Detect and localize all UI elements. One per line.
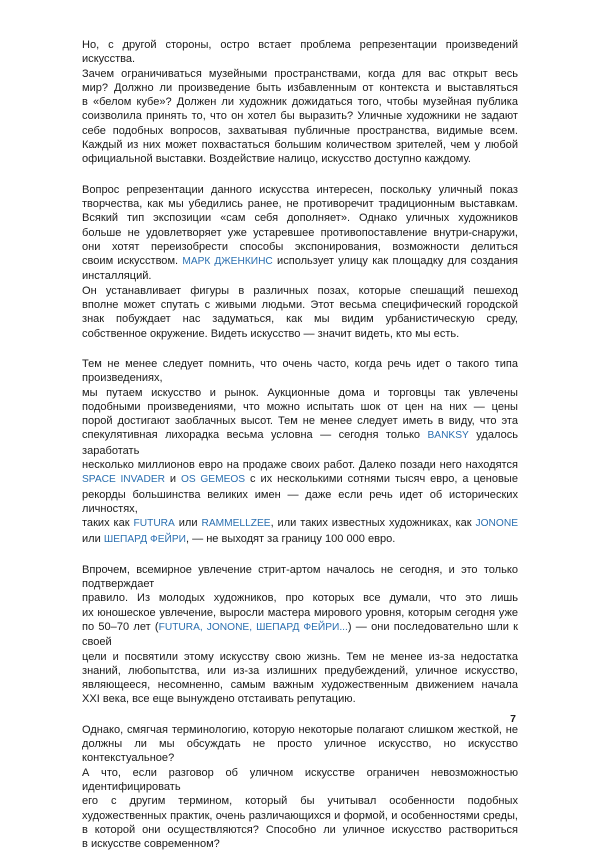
text-line xyxy=(82,428,518,458)
text-run: его с другим термином, который бы учитывал особенности подобных xyxy=(82,795,518,808)
text-run: Каждый из них может похвастаться большим количеством зрителей, чем у любой xyxy=(82,139,518,152)
text-line xyxy=(82,678,518,692)
artist-name: МАРК ДЖЕНКИНС xyxy=(182,256,273,268)
text-line xyxy=(82,823,518,837)
text-run: несколько миллионов евро на продаже своих работ. Далеко позади него находятся xyxy=(82,459,518,472)
text-line xyxy=(82,591,518,605)
text-run: Он устанавливает фигуры в различных позах, которые спешащий пешеход xyxy=(82,284,518,297)
text-run: удалось заработать xyxy=(82,429,518,457)
artist-name: ШЕПАРД ФЕЙРИ xyxy=(103,533,186,545)
paragraph-5 xyxy=(82,723,518,851)
text-line xyxy=(82,312,518,326)
text-run: и xyxy=(164,473,181,486)
text-line xyxy=(82,794,518,808)
text-line xyxy=(82,400,518,414)
text-run: знак побуждает нас задуматься, как мы видим урбанистическую среду, xyxy=(82,313,518,326)
text-run: в искусстве современном? xyxy=(82,838,220,851)
text-run: мы путаем искусство и рынок. Аукционные дома и торговцы так увлечены xyxy=(82,386,518,399)
artist-name: SPACE INVADER xyxy=(82,474,165,486)
artist-name: OS GEMEOS xyxy=(180,474,246,486)
text-run: рекорды большинства великих имен — даже если речь идет об исторических личностях, xyxy=(82,488,518,515)
text-line xyxy=(82,809,518,823)
text-line xyxy=(82,414,518,428)
paragraph-2 xyxy=(82,183,518,341)
text-run: своим искусством. xyxy=(82,255,183,268)
text-run: больше не удовлетворяет уже устаревшее противопоставление внутри-снаружи, xyxy=(82,226,518,239)
text-line xyxy=(82,563,518,592)
text-line xyxy=(82,386,518,400)
text-line xyxy=(82,138,518,152)
text-run: мир? Должно ли произведение быть избавленным от контекста и выставляться xyxy=(82,81,518,94)
text-line xyxy=(82,516,518,531)
artist-name: FUTURA xyxy=(133,518,175,530)
text-run: или xyxy=(174,517,202,530)
text-line xyxy=(82,124,518,138)
text-run: , или таких известных художниках, как xyxy=(270,517,476,530)
text-run: таких как xyxy=(82,517,134,530)
text-run: Тем не менее следует помнить, что очень часто, когда речь идет о такого типа произведениях, xyxy=(82,357,518,385)
text-run: знаний, любопытства, или из-за излишних предубеждений, уличное искусство, xyxy=(82,664,518,677)
text-run: Всякий тип экспозиции «сам себя дополняет». Однако уличных художников xyxy=(82,212,518,225)
text-line xyxy=(82,38,518,67)
text-line xyxy=(82,152,518,166)
paragraph-1 xyxy=(82,38,518,167)
text-run: собственное окружение. Видеть искусство — значит видеть, кто мы есть. xyxy=(82,327,460,340)
text-run: ) — они последовательно шли к своей xyxy=(82,620,518,649)
text-run: Впрочем, всемирное увлечение стрит-артом началось не сегодня, и это только подтверждает xyxy=(82,563,518,591)
text-run: Зачем ограничиваться музейными пространствами, когда для вас открыт весь xyxy=(82,67,518,80)
text-line xyxy=(82,67,518,81)
text-line xyxy=(82,197,518,211)
artist-name: BANKSY xyxy=(427,430,469,442)
text-run: А что, если разговор об уличном искусстве ограничен невозможностью идентифицировать xyxy=(82,766,518,793)
text-line xyxy=(82,254,518,284)
text-run: подобными произведениями, что можно испытать шок от цен на них — цены xyxy=(82,400,518,413)
text-line xyxy=(82,458,518,472)
text-line xyxy=(82,472,518,487)
text-run: являющееся, несомненно, самым важным художественным движением начала xyxy=(82,679,518,692)
text-line xyxy=(82,837,518,851)
page-number: 7 xyxy=(510,713,516,725)
text-run: в которой они осуществляются? Способно ли уличное искусство раствориться xyxy=(82,823,518,836)
text-line xyxy=(82,109,518,123)
paragraph-4 xyxy=(82,563,518,707)
text-run: себе подобных вопросов, захватывая публичные пространства, видимые всем. xyxy=(82,124,518,137)
text-run: порой достигают заоблачных высот. Тем не менее следует иметь в виду, что эта xyxy=(82,415,518,428)
artist-name: JONONE xyxy=(475,518,518,530)
text-run: использует улицу как площадку для создания инсталляций. xyxy=(82,255,518,283)
text-run: их юношеское увлечение, выросли мастера мирового уровня, которым сегодня уже xyxy=(82,606,518,619)
text-line xyxy=(82,532,518,547)
text-run: спекулятивная лихорадка весьма условна — сегодня только xyxy=(82,429,428,442)
text-line xyxy=(82,737,518,766)
text-line xyxy=(82,357,518,386)
text-line xyxy=(82,488,518,517)
text-line xyxy=(82,95,518,109)
text-run: официальной выставки. Воздействие налицо, искусство доступно каждому. xyxy=(82,153,471,166)
text-run: соизволила принять то, что он хотел бы выразить? Уличные художники не задают xyxy=(82,110,518,123)
text-run: цели и посвятили этому искусству свою жизнь. Тем не менее из-за недостатка xyxy=(82,650,518,663)
text-line xyxy=(82,723,518,737)
text-line xyxy=(82,606,518,620)
text-line xyxy=(82,284,518,298)
text-line xyxy=(82,183,518,197)
text-run: должны ли мы обсуждать не просто уличное искусство, но искусство контекстуальное? xyxy=(82,738,518,765)
text-run: они хотят переизобрести способы экспонирования, возможности делиться xyxy=(82,240,518,253)
artist-name: RAMMELLZEE xyxy=(201,518,271,530)
text-run: , — не выходят за границу 100 000 евро. xyxy=(185,532,396,545)
text-line xyxy=(82,650,518,664)
text-line xyxy=(82,240,518,254)
text-line xyxy=(82,766,518,795)
text-line xyxy=(82,327,518,341)
text-run: XXI века, все еще вынуждено отстаивать репутацию. xyxy=(82,693,356,706)
text-run: правило. Из молодых художников, про которых все думали, что это лишь xyxy=(82,592,518,605)
text-run: в «белом кубе»? Должен ли художник дожидаться того, чтобы музейная публика xyxy=(82,96,518,109)
text-line xyxy=(82,211,518,225)
text-run: с их несколькими сотнями тысяч евро, а ценовые xyxy=(245,473,518,486)
text-line xyxy=(82,81,518,95)
text-line xyxy=(82,620,518,650)
text-line xyxy=(82,226,518,240)
text-line xyxy=(82,664,518,678)
artist-name: FUTURA, JONONE, ШЕПАРД ФЕЙРИ... xyxy=(158,621,348,633)
text-run: вполне может спутать с живыми людьми. Этот весьма специфический городской xyxy=(82,299,518,312)
text-run: художественных практик, очень различающихся и формой, и особенностями среды, xyxy=(82,809,518,822)
text-run: Но, с другой стороны, остро встает проблема репрезентации произведений искусства. xyxy=(82,39,518,66)
text-line xyxy=(82,692,518,706)
text-run: Однако, смягчая терминологию, которую некоторые полагают слишком жесткой, не xyxy=(82,723,518,736)
text-line xyxy=(82,298,518,312)
text-run: творчества, как мы убедились ранее, не противоречит традиционным выставкам. xyxy=(82,197,518,210)
text-body xyxy=(82,38,518,851)
text-run: или xyxy=(82,532,104,545)
text-run: по 50–70 лет ( xyxy=(82,620,159,633)
paragraph-3 xyxy=(82,357,518,547)
text-run: Вопрос репрезентации данного искусства интересен, поскольку уличный показ xyxy=(82,183,518,196)
